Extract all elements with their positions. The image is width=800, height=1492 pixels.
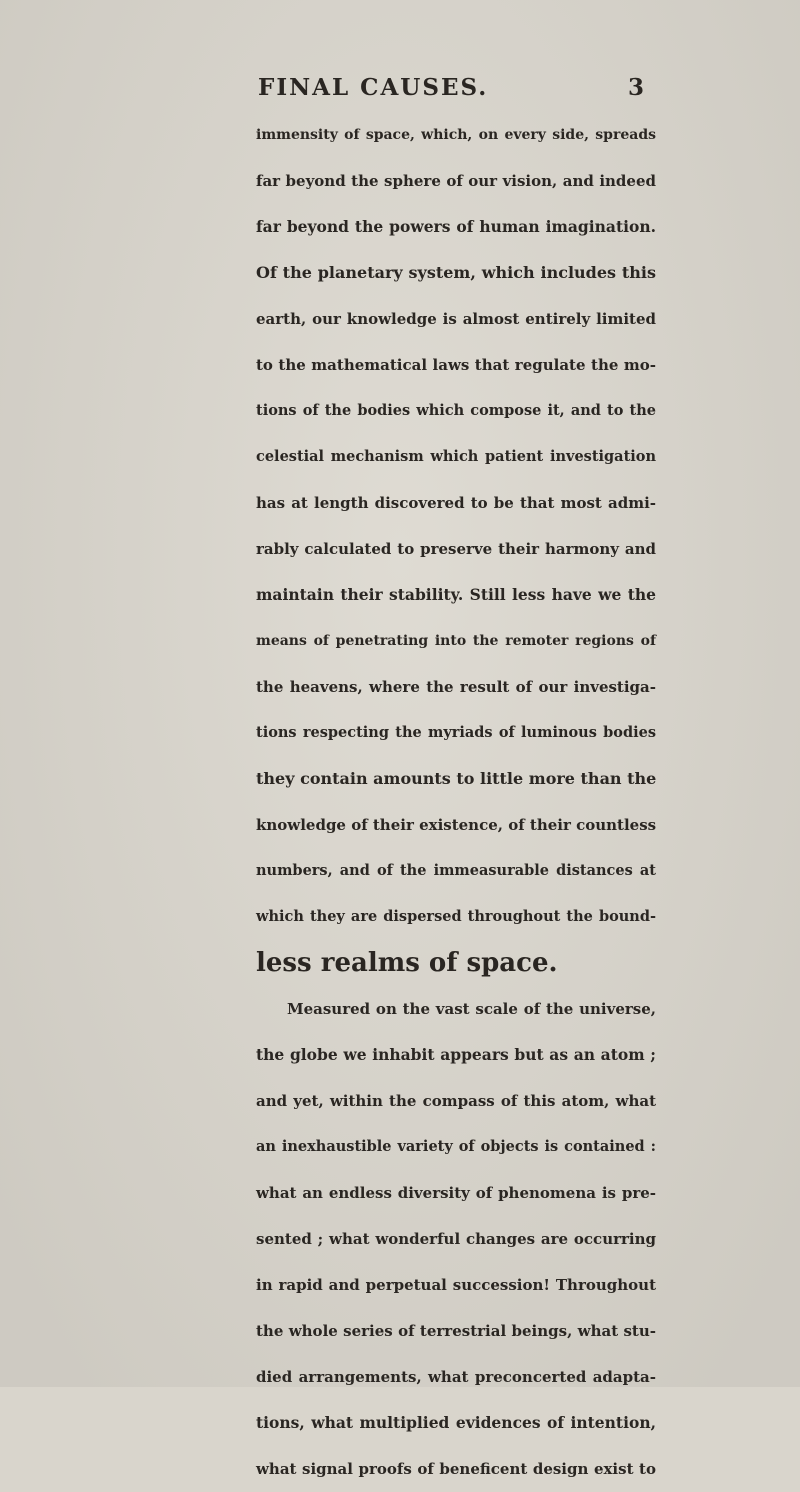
- text-line: in rapid and perpetual succession! Throughout: [256, 1276, 656, 1294]
- text-line: has at length discovered to be that most admi-: [256, 494, 656, 512]
- text-line: died arrangements, what preconcerted adapta-: [256, 1368, 656, 1386]
- text-line: the whole series of terrestrial beings, what stu-: [256, 1322, 656, 1340]
- text-line: immensity of space, which, on every side, spreads: [256, 127, 656, 143]
- text-line: what signal proofs of beneficent design exist to: [256, 1460, 656, 1478]
- text-line: rably calculated to preserve their harmony and: [256, 540, 656, 558]
- text-line: celestial mechanism which patient investigation: [256, 448, 656, 465]
- text-line: they contain amounts to little more than the: [256, 769, 657, 788]
- text-line: sented ; what wonderful changes are occurring: [256, 1230, 656, 1248]
- text-line: which they are dispersed throughout the bound-: [256, 908, 656, 925]
- text-line: knowledge of their existence, of their countless: [256, 816, 657, 834]
- text-line: tions of the bodies which compose it, and to the: [256, 402, 656, 419]
- paragraph-end-line: less realms of space.: [256, 948, 558, 978]
- text-line: to the mathematical laws that regulate the mo-: [256, 356, 656, 374]
- text-line: maintain their stability. Still less have we the: [256, 585, 656, 604]
- text-line: earth, our knowledge is almost entirely limited: [256, 310, 656, 328]
- text-line: what an endless diversity of phenomena is pre-: [256, 1184, 656, 1202]
- text-line: Of the planetary system, which includes this: [256, 263, 656, 282]
- text-line: the globe we inhabit appears but as an atom ;: [256, 1045, 656, 1064]
- page-number: 3: [628, 74, 645, 101]
- text-line: tions, what multiplied evidences of intention,: [256, 1413, 656, 1432]
- text-line: an inexhaustible variety of objects is contained :: [256, 1138, 656, 1155]
- text-line: numbers, and of the immeasurable distances at: [256, 862, 656, 879]
- text-line: means of penetrating into the remoter regions of: [256, 633, 656, 649]
- page-header: [0, 74, 800, 106]
- text-line: far beyond the sphere of our vision, and indeed: [256, 172, 656, 190]
- text-line: tions respecting the myriads of luminous bodies: [256, 724, 656, 741]
- text-line: and yet, within the compass of this atom, what: [256, 1092, 656, 1110]
- text-line: the heavens, where the result of our investiga-: [256, 678, 656, 696]
- paragraph-start-line: Measured on the vast scale of the universe,: [287, 1000, 656, 1018]
- text-line: far beyond the powers of human imagination.: [256, 217, 656, 236]
- running-title: FINAL CAUSES.: [258, 74, 489, 101]
